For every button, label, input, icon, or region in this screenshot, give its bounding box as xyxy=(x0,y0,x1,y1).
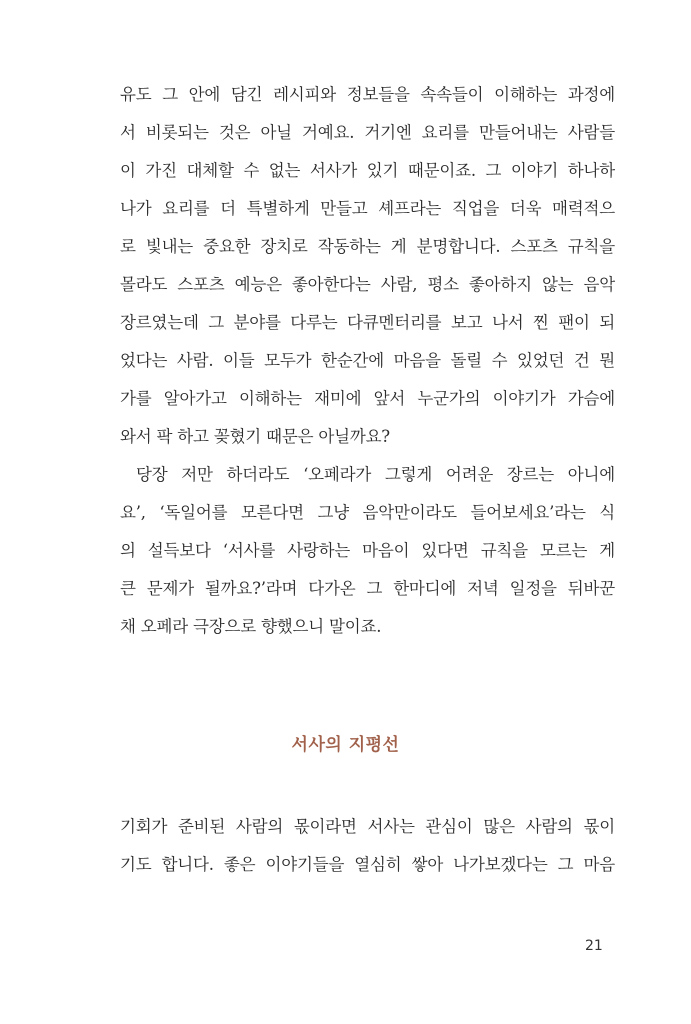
body-text-top xyxy=(120,76,615,646)
text-line: 당장 저만 하더라도 ‘오페라가 그렇게 어려운 장르는 아니에 xyxy=(136,465,615,484)
text-line: 장르였는데 그 분야를 다루는 다큐멘터리를 보고 나서 찐 팬이 되 xyxy=(120,313,615,332)
text-line: 서 비롯되는 것은 아닐 거예요. 거기엔 요리를 만들어내는 사람들 xyxy=(120,123,615,142)
text-line: 기도 합니다. 좋은 이야기들을 열심히 쌓아 나가보겠다는 그 마음 xyxy=(120,855,615,874)
text-line: 와서 팍 하고 꽂혔기 때문은 아닐까요? xyxy=(120,427,390,446)
body-text-bottom xyxy=(120,808,615,884)
text-line: 가를 알아가고 이해하는 재미에 앞서 누군가의 이야기가 가슴에 xyxy=(120,389,615,408)
text-line: 채 오페라 극장으로 향했으니 말이죠. xyxy=(120,617,382,636)
text-line: 몰라도 스포츠 예능은 좋아한다는 사람, 평소 좋아하지 않는 음악 xyxy=(120,275,615,294)
text-line: 었다는 사람. 이들 모두가 한순간에 마음을 돌릴 수 있었던 건 뭔 xyxy=(120,351,615,370)
text-line: 로 빛내는 중요한 장치로 작동하는 게 분명합니다. 스포츠 규칙을 xyxy=(120,237,615,256)
text-line: 이 가진 대체할 수 없는 서사가 있기 때문이죠. 그 이야기 하나하 xyxy=(120,161,615,180)
text-line: 기회가 준비된 사람의 몫이라면 서사는 관심이 많은 사람의 몫이 xyxy=(120,817,615,836)
text-line: 요’, ‘독일어를 모른다면 그냥 음악만이라도 들어보세요’라는 식 xyxy=(120,503,615,522)
section-heading: 서사의 지평선 xyxy=(291,735,400,755)
text-line: 나가 요리를 더 특별하게 만들고 셰프라는 직업을 더욱 매력적으 xyxy=(120,199,615,218)
text-line: 유도 그 안에 담긴 레시피와 정보들을 속속들이 이해하는 과정에 xyxy=(120,85,615,104)
text-line: 큰 문제가 될까요?’라며 다가온 그 한마디에 저녁 일정을 뒤바꾼 xyxy=(120,579,615,598)
text-line: 의 설득보다 ‘서사를 사랑하는 마음이 있다면 규칙을 모르는 게 xyxy=(120,541,615,560)
page-number: 21 xyxy=(585,938,603,954)
